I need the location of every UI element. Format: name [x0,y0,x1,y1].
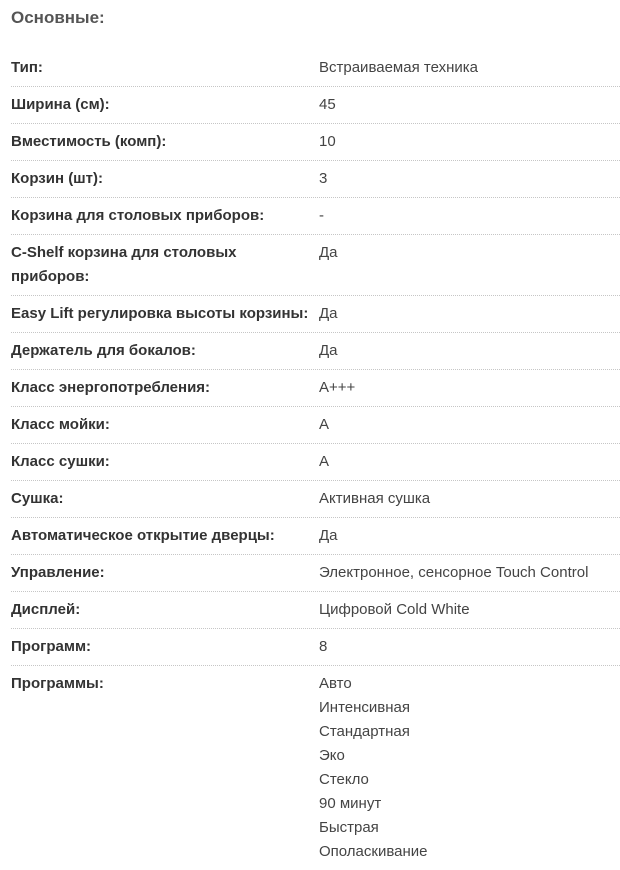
spec-label: Управление: [11,564,105,581]
spec-label: Держатель для бокалов: [11,342,196,359]
spec-row-programs [11,666,620,870]
spec-value: Да [319,527,338,544]
spec-value: 10 [319,133,336,150]
spec-value: 8 [319,638,328,655]
program-item: Стекло [319,771,369,788]
program-item: Интенсивная [319,699,410,716]
spec-row-type [11,50,620,87]
spec-value: A+++ [319,379,356,396]
spec-value: Да [319,305,338,322]
spec-row-display [11,592,620,629]
spec-value: A [319,453,330,470]
program-item: Эко [319,747,345,764]
spec-value: Цифровой Cold White [319,601,470,618]
spec-row-easy-lift [11,296,620,333]
spec-label: Дисплей: [11,601,81,618]
spec-label: Класс энергопотребления: [11,379,211,396]
spec-value: 45 [319,96,336,113]
spec-row-dry-class [11,444,620,481]
program-item: Быстрая [319,819,379,836]
spec-label: Класс сушки: [11,453,110,470]
spec-label: Корзина для столовых приборов: [11,207,265,224]
spec-table [11,50,620,870]
spec-row-auto-door [11,518,620,555]
spec-row-drying [11,481,620,518]
spec-row-baskets [11,161,620,198]
spec-row-width [11,87,620,124]
spec-value: Да [319,244,338,261]
spec-label: Класс мойки: [11,416,110,433]
spec-label: Корзин (шт): [11,170,104,187]
spec-label: Автоматическое открытие дверцы: [11,527,275,544]
section-title: Основные: [11,8,105,27]
spec-label: C-Shelf корзина для столовых приборов: [11,244,237,285]
program-item: 90 минут [319,795,382,812]
spec-row-c-shelf [11,235,620,296]
spec-value: - [319,207,324,224]
spec-label: Вместимость (комп): [11,133,167,150]
spec-label: Easy Lift регулировка высоты корзины: [11,305,309,322]
spec-label: Программ: [11,638,92,655]
spec-label: Ширина (см): [11,96,110,113]
spec-value: Электронное, сенсорное Touch Control [319,564,589,581]
spec-row-program-count [11,629,620,666]
program-item: Авто [319,675,352,692]
spec-value: 3 [319,170,328,187]
spec-value: Активная сушка [319,490,431,507]
spec-value-list [319,672,620,864]
spec-value: A [319,416,330,433]
spec-label: Тип: [11,59,43,76]
spec-row-cutlery-basket [11,198,620,235]
spec-label: Программы: [11,675,104,692]
spec-row-glass-holder [11,333,620,370]
spec-row-energy-class [11,370,620,407]
spec-row-capacity [11,124,620,161]
spec-value: Встраиваемая техника [319,59,478,76]
spec-row-wash-class [11,407,620,444]
spec-value: Да [319,342,338,359]
spec-row-control [11,555,620,592]
program-item: Стандартная [319,723,410,740]
program-item: Ополаскивание [319,843,428,860]
spec-label: Сушка: [11,490,64,507]
